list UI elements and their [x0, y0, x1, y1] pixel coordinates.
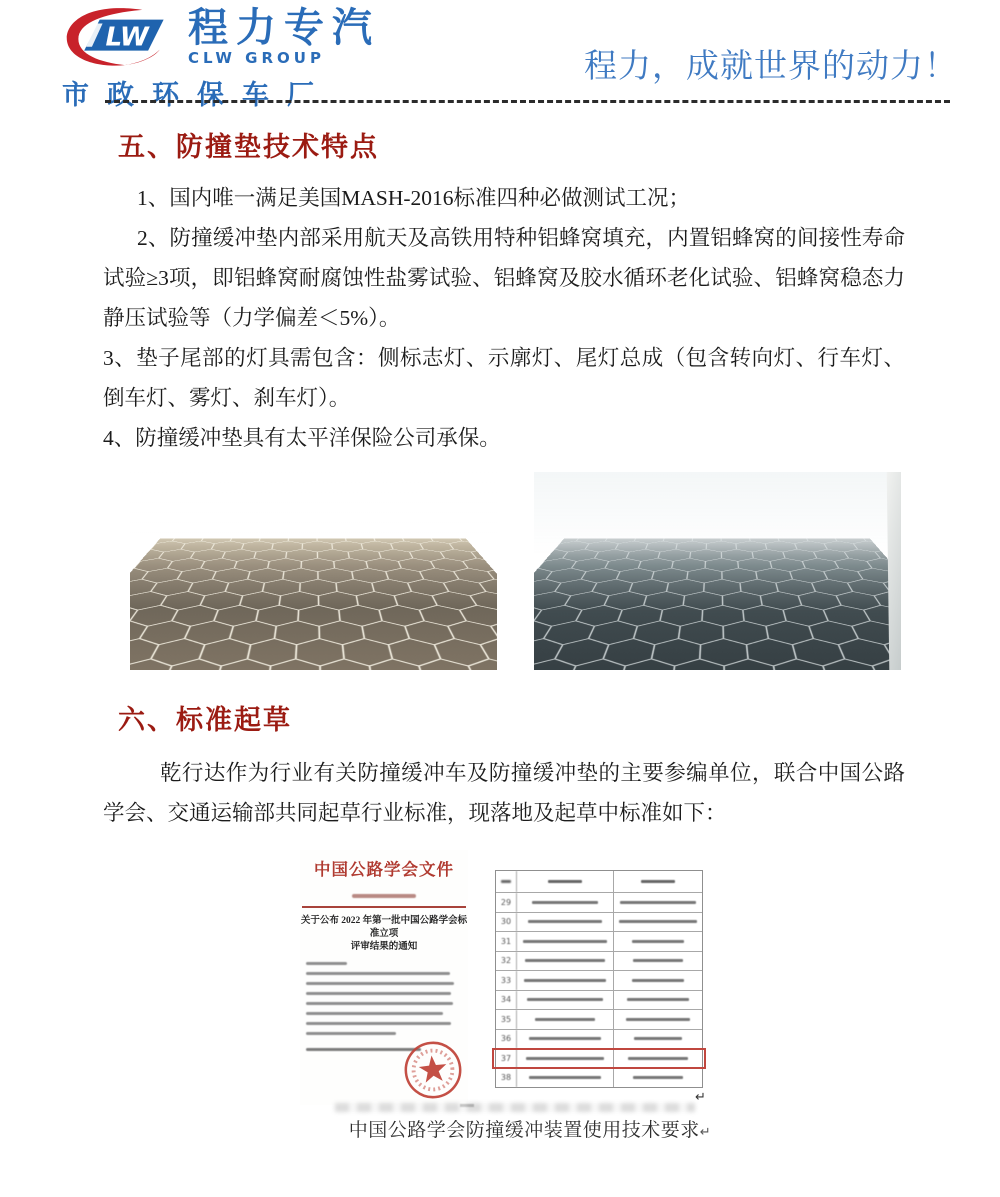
section5-heading: 五、防撞垫技术特点 — [118, 132, 379, 163]
table-row — [496, 991, 702, 1011]
table-row — [496, 893, 702, 913]
aluminum-honeycomb-photo-2 — [534, 472, 901, 670]
table-row — [496, 913, 702, 933]
letter-text-line — [306, 962, 347, 965]
logo-company-name: 程力专汽 — [188, 5, 380, 51]
letter-number-bar — [352, 894, 416, 898]
table-row — [496, 971, 702, 991]
page-header — [0, 0, 1000, 111]
row-number: 36 — [496, 1030, 517, 1049]
letter-text-line — [306, 982, 454, 985]
row-number: 32 — [496, 952, 517, 971]
section5-item-1: 1、国内唯一满足美国MASH-2016标准四种必做测试工况； — [137, 186, 691, 210]
logo-monogram: LW — [105, 22, 149, 53]
dashed-divider — [105, 100, 950, 103]
aluminum-honeycomb-photo-1 — [130, 472, 497, 670]
standards-document-figure — [0, 847, 1000, 1197]
letter-red-rule — [302, 906, 466, 908]
table-row — [496, 1010, 702, 1030]
row-number: 35 — [496, 1010, 517, 1029]
section6-body — [103, 753, 905, 833]
figure-caption — [320, 1115, 740, 1142]
table-row — [496, 952, 702, 972]
society-letter-document — [300, 850, 468, 1105]
section5-item-2: 2、防撞缓冲垫内部采用航天及高铁用特种铝蜂窝填充，内置铝蜂窝的间接性寿命试验≥3项，即铝蜂窝耐腐蚀性盐雾试验、铝蜂窝及胶水循环老化试验、铝蜂窝稳态力静压试验等（力学偏差＜5%）。 — [103, 226, 905, 330]
table-row — [496, 932, 702, 952]
table-row-highlighted — [496, 1049, 702, 1069]
notice-title-line1: 关于公布 2022 年第一批中国公路学会标准立项 — [300, 916, 468, 939]
row-number: 31 — [496, 932, 517, 951]
row-number: 38 — [496, 1069, 517, 1088]
letter-text-line — [306, 1022, 451, 1025]
letter-text-line — [306, 992, 451, 995]
figure-caption-text: 中国公路学会防撞缓冲装置使用技术要求 — [348, 1119, 700, 1141]
section6-heading: 六、标准起草 — [118, 705, 292, 736]
table-header-cell — [517, 871, 614, 892]
letter-text-line — [306, 1032, 396, 1035]
row-number: 33 — [496, 971, 517, 990]
return-mark: ↵ — [695, 1090, 706, 1105]
header-slogan: 程力，成就世界的动力！ — [584, 49, 958, 85]
section5-body — [103, 178, 905, 458]
table-row — [496, 1069, 702, 1088]
scan-ghost-artifact — [335, 1103, 695, 1112]
honeycomb-edge-highlight — [875, 472, 901, 670]
table-header-cell — [496, 871, 517, 892]
caption-return-mark: ↵ — [699, 1125, 712, 1140]
notice-title-line2: 评审结果的通知 — [350, 942, 418, 952]
official-seal — [397, 1034, 470, 1107]
table-header-cell — [614, 871, 702, 892]
letter-text-line — [306, 1012, 443, 1015]
honeycomb-photos — [130, 472, 1000, 670]
row-number: 34 — [496, 991, 517, 1010]
table-row — [496, 1030, 702, 1050]
letter-text-line — [306, 1002, 453, 1005]
letter-text-line — [306, 972, 450, 975]
letter-title: 中国公路学会文件 — [314, 860, 454, 879]
row-number: 30 — [496, 913, 517, 932]
section5-item-3: 3、垫子尾部的灯具需包含：侧标志灯、示廓灯、尾灯总成（包含转向灯、行车灯、倒车灯、雾灯、刹车灯）。 — [103, 346, 905, 410]
company-logo — [62, 6, 380, 112]
clw-logo-icon — [62, 6, 180, 68]
row-number: 37 — [496, 1049, 517, 1068]
notice-title — [300, 915, 468, 954]
row-number: 29 — [496, 893, 517, 912]
logo-group-name: CLW GROUP — [188, 49, 325, 67]
section5-item-4: 4、防撞缓冲垫具有太平洋保险公司承保。 — [103, 426, 501, 450]
section6-paragraph: 乾行达作为行业有关防撞缓冲车及防撞缓冲垫的主要参编单位，联合中国公路学会、交通运输部共同起草行业标准，现落地及起草中标准如下： — [103, 761, 905, 825]
logo-factory-name: 市政环保车厂 — [62, 80, 332, 111]
standards-table-document — [495, 870, 703, 1088]
table-header-row — [496, 871, 702, 893]
